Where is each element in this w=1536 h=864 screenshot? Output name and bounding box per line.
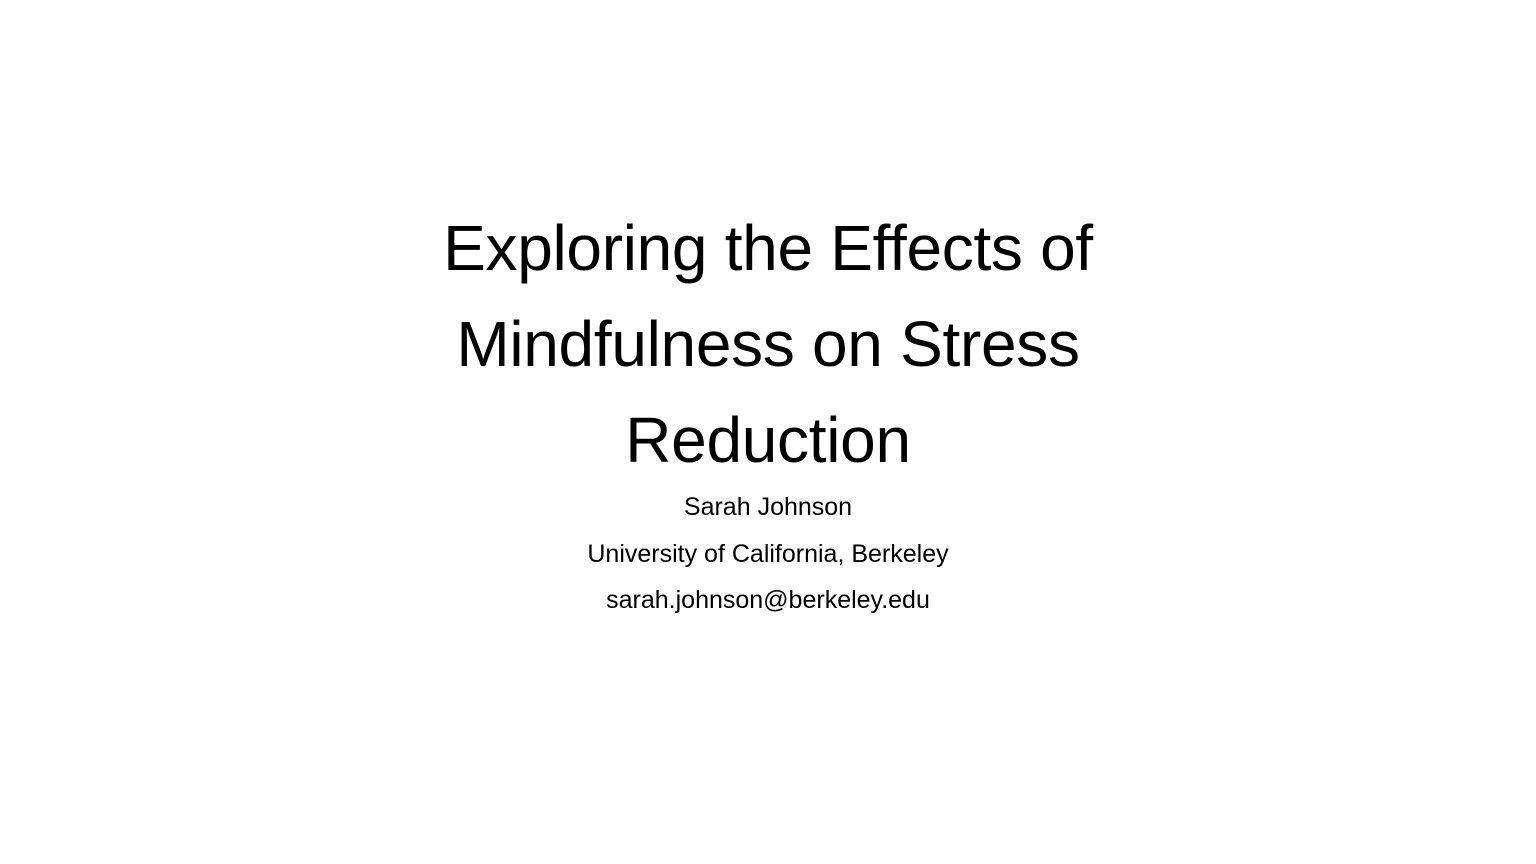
author-email: sarah.johnson@berkeley.edu: [606, 586, 930, 614]
title-line-3: Reduction: [625, 404, 911, 476]
slide-subtitle: [368, 484, 1168, 624]
author-affiliation: University of California, Berkeley: [587, 539, 949, 568]
slide-title: [268, 200, 1268, 488]
title-line-2: Mindfulness on Stress: [456, 308, 1080, 380]
author-name: Sarah Johnson: [683, 493, 853, 521]
title-line-1: Exploring the Effects of: [443, 212, 1093, 284]
